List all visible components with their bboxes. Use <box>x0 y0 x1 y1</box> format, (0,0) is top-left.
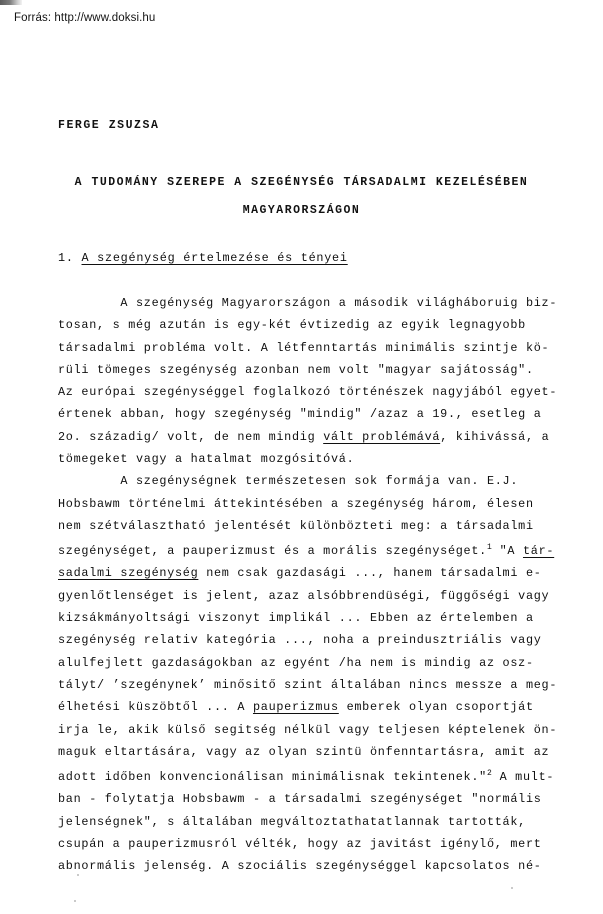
text-run: nem csak gazdasági ..., hanem társadalmi e- <box>198 566 542 581</box>
text-line: kizsákmányoltsági viszonyt implikál ... Ebben az értelemben a <box>58 611 534 626</box>
text-run: szegénységet, a pauperizmust és a morális szegénységet. <box>58 544 487 559</box>
text-line: jelenségnek", s általában megváltoztathatatlannak tartották, <box>58 814 526 829</box>
text-line: abnormális jelenség. A szociális szegénységgel kapcsolatos né- <box>58 859 542 874</box>
title-line-1: A TUDOMÁNY SZEREPE A SZEGÉNYSÉG TÁRSADALMI KEZELÉSÉBEN <box>74 176 529 189</box>
text-line <box>58 537 555 562</box>
text-run: , kihivássá, a <box>440 429 550 444</box>
author-name: FERGE ZSUZSA <box>58 119 160 132</box>
body-text <box>58 292 558 878</box>
section-number: 1. <box>58 251 74 265</box>
text-run: élhetési küszöbtől ... A <box>58 700 253 715</box>
text-line: tömegeket vagy a hatalmat mozgósitóvá. <box>58 452 355 467</box>
scan-speck <box>74 900 76 902</box>
text-line: irja le, akik külső segitség nélkül vagy teljesen képtelenek ön- <box>58 722 558 737</box>
text-line: csupán a pauperizmusról vélték, hogy az javitást igénylő, mert <box>58 836 542 851</box>
text-run: adott időben konvencionálisan minimálisnak tekintenek." <box>58 770 487 785</box>
underlined-term: pauperizmus <box>252 700 339 715</box>
paragraph-1 <box>58 292 558 470</box>
text-line <box>58 763 555 788</box>
source-url-header: Forrás: http://www.doksi.hu <box>14 12 156 24</box>
text-run: 2o. századig/ volt, de nem mindig <box>58 429 324 444</box>
footnote-marker-1: 1 <box>486 543 492 553</box>
text-line: gyenlőtlenséget is jelent, azaz alsóbbrendüségi, függőségi vagy <box>58 588 550 603</box>
text-line: maguk eltartására, vagy az olyan szintü önfenntartásra, amit az <box>58 744 550 759</box>
text-line: alulfejlett gazdaságokban az egyént /ha nem is mindig az osz- <box>58 655 534 670</box>
footnote-marker-2: 2 <box>486 769 492 779</box>
text-line: tályt/ ’szegénynek’ minősitő szint általában nincs messze a meg- <box>58 677 558 692</box>
text-line: értenek abban, hogy szegénység "mindig" /azaz a 19., esetleg a <box>58 407 542 422</box>
text-run: emberek olyan csoportját <box>338 700 534 715</box>
underlined-term: tár- <box>522 544 555 559</box>
paragraph-2 <box>58 470 558 877</box>
text-line: tosan, s még azután is egy-két évtizedig az egyik legnagyobb <box>58 318 526 333</box>
text-line: A szegénységnek természetesen sok formája van. E.J. <box>58 474 519 489</box>
text-line: Az európai szegénységgel foglalkozó történészek nagyjából egyet- <box>58 385 558 400</box>
section-heading <box>58 251 348 265</box>
text-line: A szegénység Magyarországon a második világháboruig biz- <box>58 296 558 310</box>
text-line: szegénység relativ kategória ..., noha a preindusztriális vagy <box>58 633 542 648</box>
document-title <box>0 176 603 217</box>
text-run: A mult- <box>491 770 555 785</box>
text-line <box>58 426 552 448</box>
text-run: "A <box>491 544 523 559</box>
text-line <box>58 696 552 718</box>
scan-artifact-smudge <box>0 0 22 5</box>
underlined-term: vált problémává <box>323 429 441 444</box>
title-line-2: MAGYARORSZÁGON <box>242 204 361 217</box>
text-line: rüli tömeges szegénység azonban nem volt "magyar sajátosság". <box>58 362 534 377</box>
text-line: ban - folytatja Hobsbawm - a társadalmi szegénységet "normális <box>58 792 542 807</box>
text-line: nem szétválasztható jelentését különbözteti meg: a társadalmi <box>58 518 534 533</box>
underlined-term: sadalmi szegénység <box>58 566 199 581</box>
scan-speck <box>511 887 513 889</box>
text-line <box>58 562 552 584</box>
section-title: A szegénység értelmezése és tényei <box>81 251 348 265</box>
text-line: Hobsbawm történelmi áttekintésében a szegénység három, élesen <box>58 496 534 511</box>
text-line: társadalmi probléma volt. A létfenntartás minimális szintje kö- <box>58 340 550 355</box>
